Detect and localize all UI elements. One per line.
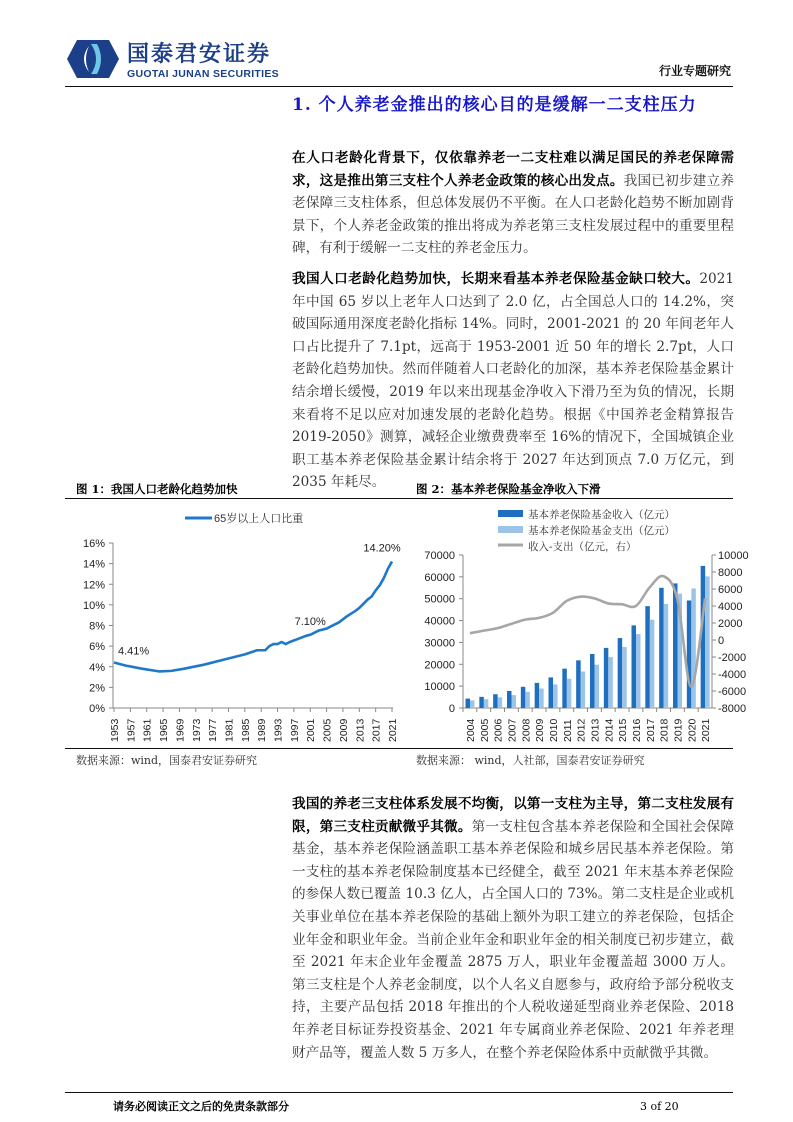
left-y-tick-label: 10000 [424, 681, 455, 694]
x-tick-label: 2007 [506, 718, 519, 742]
x-tick-label: 2001 [305, 718, 318, 742]
x-tick-label: 2017 [644, 718, 657, 742]
x-tick-label: 2005 [478, 718, 491, 742]
logo [67, 40, 119, 78]
left-y-tick-label: 30000 [424, 637, 455, 650]
paragraph-1 [292, 147, 734, 260]
x-tick-label: 2015 [617, 718, 630, 742]
series-line-65-plus [114, 562, 392, 672]
figure-1-source: 数据来源：wind，国泰君安证券研究 [76, 754, 258, 767]
paragraph-lead: 我国人口老龄化趋势加快，长期来看基本养老保险基金缺口较大。 [292, 271, 700, 287]
x-tick-label: 2021 [700, 718, 713, 742]
x-tick-label: 1989 [256, 718, 269, 742]
left-y-tick-label: 50000 [424, 593, 455, 606]
right-y-tick-label: -4000 [718, 669, 747, 681]
y-tick-label: 16% [82, 538, 105, 550]
bar-expenditure [581, 671, 586, 708]
right-y-tick-label: 0 [718, 635, 725, 647]
legend-label: 收入-支出（亿元，右） [528, 541, 637, 553]
right-y-tick-label: -8000 [718, 703, 747, 715]
x-tick-label: 1953 [109, 718, 121, 742]
bar-expenditure [636, 634, 641, 708]
y-tick-label: 2% [89, 682, 105, 695]
legend-label: 基本养老保险基金收入（亿元） [528, 509, 675, 521]
bar-expenditure [539, 689, 544, 708]
left-y-tick-label: 20000 [424, 659, 455, 672]
x-tick-label: 2013 [354, 718, 367, 742]
figure-1-title: 图 1：我国人口老龄化趋势加快 [76, 482, 238, 496]
bar-expenditure [484, 699, 489, 708]
footer-disclaimer: 请务必阅读正文之后的免责条款部分 [113, 1100, 289, 1113]
bar-income [507, 691, 512, 708]
legend-label: 基本养老保险基金支出（亿元） [528, 525, 675, 537]
bar-expenditure [595, 665, 600, 708]
figure-top-divider [65, 498, 733, 499]
bar-income [466, 699, 471, 708]
right-y-tick-label: 2000 [718, 618, 743, 630]
page-number: 3 of 20 [640, 1100, 679, 1113]
x-tick-label: 1957 [125, 718, 138, 742]
x-tick-label: 2020 [686, 718, 699, 742]
paragraph-body: 2021年中国 65 岁以上老年人口达到了 2.0 亿，占全国总人口的 14.2%，突破国际通用深度老龄化指标 14%。同时，2001-2021 的 20 年间老年人口占比提升了 7.1pt，远高于 1953-2001 近 50 年的增长 2.7pt，人口老龄化趋势加快。然而伴随着人口老龄化的加深，基本养老保险基金累计结余增长缓慢，2019 年以来出现基金净收入下滑乃至为负的情况，长期来看将不足以应对加速发展的老龄化趋势。根据《中国养老金精算报告 2019-2050》测算，减轻企业缴费费率至 16%的情况下，全国城镇企业职工基本养老保险基金累计结余将于 2027 年达到顶点 7.0 万亿元，到 2035 年耗尽。 [292, 271, 734, 491]
x-tick-label: 1981 [223, 718, 236, 742]
bar-income [645, 606, 650, 708]
left-y-tick-label: 70000 [424, 550, 455, 562]
bar-expenditure [470, 700, 475, 708]
bar-income [604, 648, 609, 708]
x-tick-label: 2009 [534, 718, 547, 742]
bar-expenditure [512, 695, 517, 708]
x-tick-label: 2019 [672, 718, 685, 742]
header-divider [65, 86, 733, 87]
bar-expenditure [691, 588, 696, 708]
bar-income [632, 625, 637, 708]
series-line-net-income [470, 576, 705, 687]
data-label: 7.10% [294, 615, 326, 628]
legend-swatch [498, 526, 523, 533]
x-tick-label: 2009 [337, 718, 350, 742]
chart-aging-population [60, 500, 405, 745]
bar-expenditure [553, 684, 558, 708]
bar-income [535, 683, 539, 708]
x-tick-label: 2008 [520, 718, 533, 742]
bar-expenditure [567, 679, 572, 708]
x-tick-label: 1985 [239, 718, 252, 742]
bar-income [590, 654, 595, 708]
bar-expenditure [664, 604, 669, 708]
paragraph-body: 我国已初步建立养老保障三支柱体系，但总体发展仍不平衡。在人口老龄化趋势不断加剧背景下，个人养老金政策的推出将成为养老第三支柱发展过程中的重要里程碑，有利于缓解一二支柱的养老金压力。 [292, 172, 735, 257]
x-tick-label: 1993 [272, 718, 285, 742]
right-y-tick-label: 8000 [718, 567, 743, 579]
y-tick-label: 10% [82, 599, 105, 612]
x-tick-label: 1961 [141, 718, 154, 742]
x-tick-label: 2014 [603, 718, 616, 742]
right-y-tick-label: 10000 [718, 550, 749, 562]
x-tick-label: 1973 [190, 718, 203, 742]
x-tick-label: 1997 [288, 718, 301, 742]
chart-pension-fund [410, 500, 750, 745]
bar-income [562, 669, 567, 708]
y-tick-label: 0% [89, 703, 105, 715]
data-label: 4.41% [118, 645, 150, 658]
bar-income [549, 677, 554, 708]
left-y-tick-label: 40000 [424, 615, 455, 628]
bar-expenditure [608, 657, 613, 708]
paragraph-3 [292, 793, 734, 1064]
x-tick-label: 2018 [658, 718, 671, 742]
logo-icon [67, 40, 119, 78]
bar-expenditure [525, 692, 530, 708]
bar-income [493, 694, 498, 708]
section-title: 1. 个人养老金推出的核心目的是缓解一二支柱压力 [292, 95, 697, 115]
paragraph-body: 第一支柱包含基本养老保险和全国社会保障基金，基本养老保险涵盖职工基本养老保险和城乡居民基本养老保险。第一支柱的基本养老保险制度基本已经健全，截至 2021 年末基本养老保险的参保人数已覆盖 10.3 亿人，占全国人口的 73%。第二支柱是企业或机关事业单位在基本养老保险的基础上额外为职工建立的养老保险，包括企业年金和职业年金。当前企业年金和职业年金的相关制度已初步建立，截至 2021 年末企业年金覆盖 2875 万人，职业年金覆盖超 3000 万人。第三支柱是个人养老金制度，以个人名义自愿参与，政府给予部分税收支持，主要产品包括 2018 年推出的个人税收递延型商业养老保险、2018 年养老目标证券投资基金、2021 年专属商业养老保险、2021 年养老理财产品等，覆盖人数 5 万多人，在整个养老保险体系中贡献微乎其微。 [292, 818, 735, 1061]
paragraph-lead: 在人口老龄化背景下，仅依靠养老一二支柱难以满足国民的养老保障需求，这是推出第三支柱个人养老金政策的核心出发点。 [292, 150, 734, 189]
legend-swatch [498, 510, 523, 517]
left-y-tick-label: 60000 [424, 571, 455, 584]
y-tick-label: 4% [89, 661, 105, 674]
paragraph-lead: 我国的养老三支柱体系发展不均衡，以第一支柱为主导，第二支柱发展有限，第三支柱贡献微乎其微。 [292, 796, 734, 835]
x-tick-label: 2016 [630, 718, 643, 742]
bar-expenditure [705, 576, 710, 708]
right-y-tick-label: -6000 [718, 686, 747, 698]
y-tick-label: 8% [89, 620, 105, 633]
right-y-tick-label: 4000 [718, 601, 743, 613]
figure-bottom-divider [65, 748, 733, 749]
legend-label: 65岁以上人口比重 [214, 513, 304, 525]
x-tick-label: 1969 [174, 718, 187, 742]
y-tick-label: 6% [89, 641, 105, 654]
x-tick-label: 2017 [370, 718, 383, 742]
right-y-tick-label: -2000 [718, 652, 747, 664]
figure-2-source: 数据来源： wind，人社部，国泰君安证券研究 [416, 754, 645, 767]
left-y-tick-label: 0 [448, 703, 455, 715]
x-tick-label: 2010 [547, 718, 560, 742]
x-tick-label: 2004 [464, 718, 477, 742]
bar-expenditure [650, 620, 655, 708]
x-tick-label: 1977 [207, 718, 220, 742]
y-tick-label: 14% [82, 558, 105, 571]
bar-income [576, 660, 581, 708]
footer-divider [65, 1092, 733, 1093]
bar-expenditure [498, 697, 503, 708]
x-tick-label: 2011 [561, 719, 574, 742]
bar-income [479, 697, 484, 708]
figure-2-title: 图 2：基本养老保险基金净收入下滑 [416, 482, 601, 496]
logo-en-text: GUOTAI JUNAN SECURITIES [127, 68, 279, 80]
report-type: 行业专题研究 [658, 64, 731, 78]
x-tick-label: 2006 [492, 718, 505, 742]
x-tick-label: 2005 [321, 718, 334, 742]
bar-income [618, 638, 623, 708]
x-tick-label: 2013 [589, 718, 602, 742]
bar-expenditure [622, 647, 627, 708]
right-y-tick-label: 6000 [718, 584, 743, 596]
x-tick-label: 2021 [387, 718, 399, 742]
data-label: 14.20% [363, 542, 401, 555]
x-tick-label: 2012 [575, 718, 588, 742]
bar-income [687, 600, 692, 708]
bar-income [521, 687, 526, 708]
logo-cn-text: 国泰君安证券 [127, 42, 272, 67]
y-tick-label: 12% [82, 579, 105, 592]
x-tick-label: 1965 [158, 718, 171, 742]
paragraph-2 [292, 268, 734, 494]
bar-income [659, 588, 664, 708]
